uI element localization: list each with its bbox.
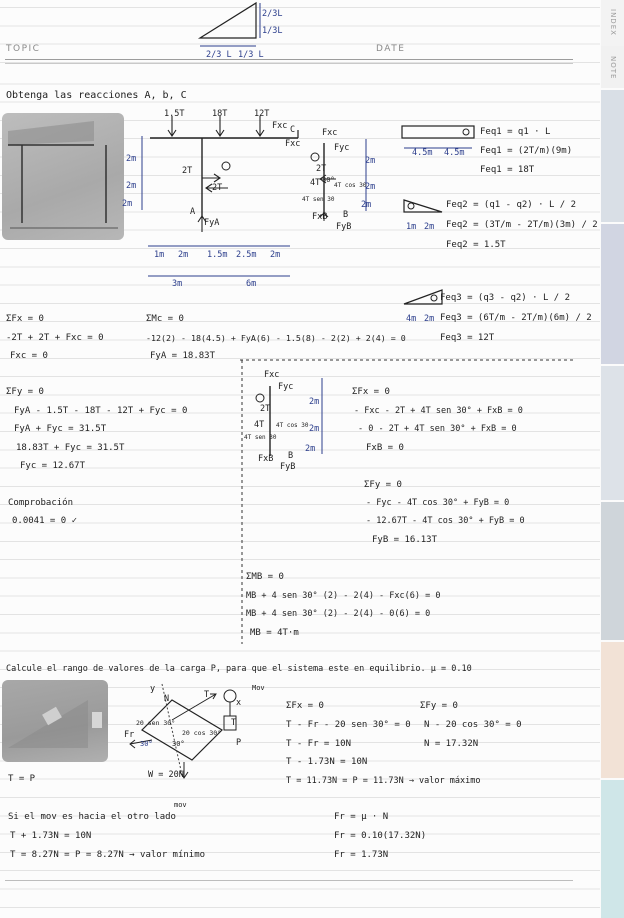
member2-fxc: Fxc [322, 128, 338, 138]
copy-4t: 4T [254, 420, 265, 430]
feq2-line-3: Feq2 = 1.5T [446, 240, 506, 250]
tab-section-3[interactable] [601, 366, 624, 500]
eq-fyr-3: - 12.67T - 4T cos 30° + FyB = 0 [366, 516, 525, 526]
member2-b: B [343, 210, 349, 220]
dim-left-2: 2m [126, 181, 137, 191]
eq-mb-2: MB + 4 sen 30° (2) - 2(4) - Fxc(6) = 0 [246, 591, 441, 601]
copy-4tsen: 4T sen 30 [244, 434, 277, 441]
feq2-dim-1: 1m [406, 222, 417, 232]
copy-dim-3: 2m [305, 444, 316, 454]
c-label: C [290, 125, 296, 135]
eq-fx-1: ΣFx = 0 [6, 314, 44, 324]
feq2-dim-2: 2m [424, 222, 435, 232]
eq-fxr-1: ΣFx = 0 [352, 387, 390, 397]
comprobacion-result: 0.0041 = 0 ✓ [12, 516, 78, 526]
load-12: 12T [254, 109, 270, 119]
tab-note[interactable]: NOTE [601, 46, 624, 88]
incline-y: y [150, 684, 156, 694]
feq3-line-1: Feq3 = (q3 - q2) · L / 2 [440, 293, 571, 303]
eq-mc-1: ΣMc = 0 [146, 314, 184, 324]
tab-section-1[interactable] [601, 90, 624, 222]
p2-fy-2: N - 20 cos 30° = 0 [424, 720, 522, 730]
member2-dim-2: 2m [365, 182, 376, 192]
p2-other-1: Si el mov es hacia el otro lado [8, 812, 176, 822]
a-label: A [190, 207, 196, 217]
feq3-dim-1: 4m [406, 314, 417, 324]
dim-bottom-5: 2m [270, 250, 281, 260]
incline-w: W = 20N [148, 770, 184, 780]
t-equals-p: T = P [8, 774, 36, 784]
p2-other-mov: mov [174, 801, 187, 809]
copy-b: B [288, 451, 294, 461]
member2-4t: 4T [310, 178, 321, 188]
tab-section-2[interactable] [601, 224, 624, 364]
incline-30b: 30° [172, 740, 185, 748]
incline-n: N [164, 694, 170, 704]
p2-fx-3: T - Fr = 10N [286, 739, 352, 749]
pulley-p: P [236, 738, 242, 748]
frame-fbd-left [120, 108, 320, 288]
member2-dim-3: 2m [361, 200, 372, 210]
feq2-line-2: Feq2 = (3T/m - 2T/m)(3m) / 2 [446, 220, 598, 230]
eq-fx-2: -2T + 2T + Fxc = 0 [6, 333, 104, 343]
p2-fr-1: Fr = μ · N [334, 812, 389, 822]
dim-left-3: 2m [122, 199, 133, 209]
topic-label: TOPIC [6, 44, 41, 54]
p2-fx-4: T - 1.73N = 10N [286, 757, 368, 767]
eq-fy-3: FyA + Fyc = 31.5T [14, 424, 107, 434]
feq1-line-1: Feq1 = q1 · L [480, 127, 551, 137]
member2-fxb: FxB [312, 212, 328, 222]
incline-photo [2, 680, 108, 762]
p2-other-3: T = 8.27N = P = 8.27N → valor mínimo [10, 850, 206, 860]
eq-fyr-4: FyB = 16.13T [372, 535, 438, 545]
eq-fxr-2: - Fxc - 2T + 4T sen 30° + FxB = 0 [354, 406, 523, 416]
eq-fyr-1: ΣFy = 0 [364, 480, 402, 490]
fya-label: FyA [204, 218, 220, 228]
eq-fx-3: Fxc = 0 [10, 351, 48, 361]
eq-fxr-3: - 0 - 2T + 4T sen 30° + FxB = 0 [358, 424, 517, 434]
member2-30: 30° [322, 176, 335, 184]
feq2-line-1: Feq2 = (q1 - q2) · L / 2 [446, 200, 577, 210]
problem1-title: Obtenga las reacciones A, b, C [6, 90, 187, 101]
left-2t-a: 2T [182, 166, 193, 176]
beam-photo [2, 113, 124, 240]
dim-total-3m: 3m [172, 279, 183, 289]
p2-fy-1: ΣFy = 0 [420, 701, 458, 711]
eq-fxr-4: FxB = 0 [366, 443, 404, 453]
problem2-title: Calcule el rango de valores de la carga P, para que el sistema este en equilibrio. μ = 0.10 [6, 664, 472, 674]
member2-2t: 2T [316, 164, 327, 174]
copy-fxc: Fxc [264, 370, 280, 380]
load-18: 18T [212, 109, 228, 119]
incline-t: T [204, 690, 210, 700]
incline-mov: Mov [252, 684, 265, 692]
member2-fyb: FyB [336, 222, 352, 232]
feq3-line-3: Feq3 = 12T [440, 333, 495, 343]
dim-bottom-4: 2.5m [236, 250, 257, 260]
copy-fyb: FyB [280, 462, 296, 472]
feq1-line-3: Feq1 = 18T [480, 165, 535, 175]
triangle-label-d: 1/3 L [238, 50, 264, 60]
eq-fy-1: ΣFy = 0 [6, 387, 44, 397]
dim-left-1: 2m [126, 154, 137, 164]
incline-20cos: 20 cos 30° [182, 729, 222, 737]
header-divider-2 [5, 63, 573, 64]
feq3-line-2: Feq3 = (6T/m - 2T/m)(6m) / 2 [440, 313, 592, 323]
comprobacion-title: Comprobación [8, 498, 74, 508]
pulley-t: T [231, 718, 237, 728]
eq-mb-4: MB = 4T·m [250, 628, 299, 638]
eq-fy-2: FyA - 1.5T - 18T - 12T + Fyc = 0 [14, 406, 188, 416]
p2-other-2: T + 1.73N = 10N [10, 831, 92, 841]
fxc-label-2: Fxc [285, 139, 301, 149]
copy-dim-2: 2m [309, 424, 320, 434]
copy-fxb: FxB [258, 454, 274, 464]
copy-2t: 2T [260, 404, 271, 414]
dim-bottom-2: 2m [178, 250, 189, 260]
triangle-label-a: 2/3L [262, 9, 283, 19]
eq-mb-3: MB + 4 sen 30° (2) - 2(4) - 0(6) = 0 [246, 609, 431, 619]
tab-section-6[interactable] [601, 780, 624, 918]
left-2t-b: 2T [212, 183, 223, 193]
date-label: DATE [376, 44, 406, 54]
p2-fr-2: Fr = 0.10(17.32N) [334, 831, 427, 841]
p2-fx-1: ΣFx = 0 [286, 701, 324, 711]
p2-fr-3: Fr = 1.73N [334, 850, 389, 860]
eq-fy-5: Fyc = 12.67T [20, 461, 86, 471]
incline-20sen: 20 sen 30° [136, 719, 176, 727]
feq3-dim-2: 2m [424, 314, 435, 324]
tab-index[interactable]: INDEX [601, 0, 624, 46]
triangle-label-c: 2/3 L [206, 50, 232, 60]
p2-fy-3: N = 17.32N [424, 739, 479, 749]
member2-fyc: Fyc [334, 143, 350, 153]
tab-section-5[interactable] [601, 642, 624, 778]
copy-4tcos: 4T cos 30 [276, 422, 309, 429]
feq1-dim-2: 4.5m [444, 148, 465, 158]
footer-divider [5, 880, 573, 881]
eq-fy-4: 18.83T + Fyc = 31.5T [16, 443, 125, 453]
eq-mc-2: -12(2) - 18(4.5) + FyA(6) - 1.5(8) - 2(2) + 2(4) = 0 [146, 333, 406, 343]
triangle-label-b: 1/3L [262, 26, 283, 36]
tab-section-4[interactable] [601, 502, 624, 640]
p2-fx-2: T - Fr - 20 sen 30° = 0 [286, 720, 411, 730]
member2-4tcos: 4T cos 30 [334, 182, 367, 189]
eq-mb-1: ΣMB = 0 [246, 572, 284, 582]
pulley-x: x [236, 698, 242, 708]
member2-dim-1: 2m [365, 156, 376, 166]
eq-mc-3: FyA = 18.83T [150, 351, 216, 361]
member2-4tsen: 4T sen 30 [302, 196, 335, 203]
copy-fyc: Fyc [278, 382, 294, 392]
load-1-5: 1.5T [164, 109, 185, 119]
dim-total-6m: 6m [246, 279, 257, 289]
dim-bottom-1: 1m [154, 250, 165, 260]
fxc-label-1: Fxc [272, 121, 288, 131]
feq1-line-2: Feq1 = (2T/m)(9m) [480, 146, 573, 156]
incline-fr: Fr [124, 730, 135, 740]
side-tabs [601, 0, 624, 918]
eq-fyr-2: - Fyc - 4T cos 30° + FyB = 0 [366, 498, 510, 508]
feq1-dim-1: 4.5m [412, 148, 433, 158]
dim-bottom-3: 1.5m [207, 250, 228, 260]
header-divider [5, 59, 573, 60]
p2-fx-5: T = 11.73N = P = 11.73N → valor máximo [286, 776, 481, 786]
incline-30a: 30° [140, 740, 153, 748]
copy-dim-1: 2m [309, 397, 320, 407]
